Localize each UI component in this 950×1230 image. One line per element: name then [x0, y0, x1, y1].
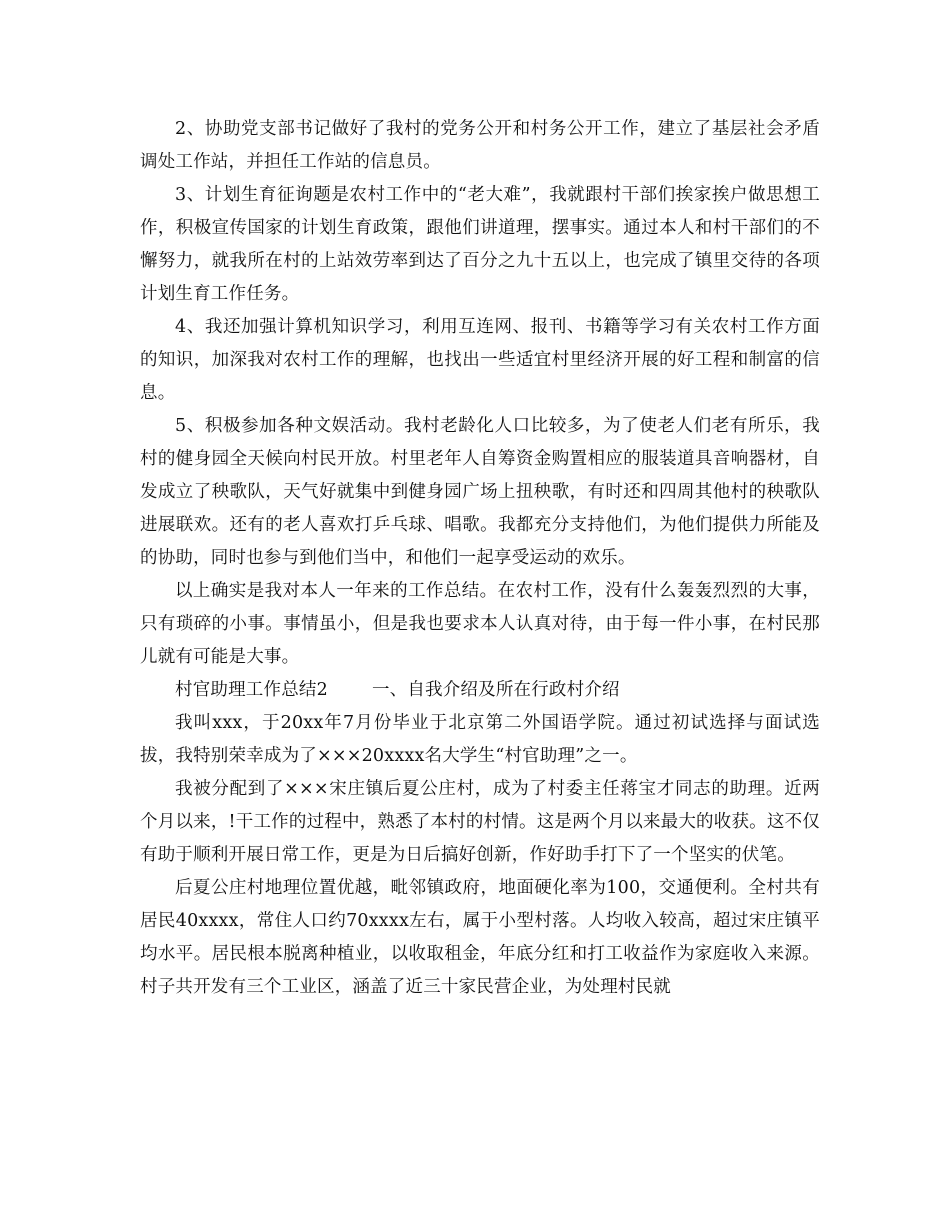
paragraph-item-5: 5、积极参加各种文娱活动。我村老龄化人口比较多，为了使老人们老有所乐，我村的健身园全天候向村民开放。村里老年人自筹资金购置相应的服装道具音响器材，自发成立了秧歌队，天气好就集中到健身园广场上扭秧歌，有时还和四周其他村的秧歌队进展联欢。还有的老人喜欢打乒乓球、唱歌。我都充分支持他们，为他们提供力所能及的协助，同时也参与到他们当中，和他们一起享受运动的欢乐。: [140, 416, 820, 568]
self-intro-paragraph: 我叫xxx，于20xx年7月份毕业于北京第二外国语学院。通过初试选择与面试选拔，我特别荣幸成为了×××20xxxx名大学生“村官助理”之一。: [140, 713, 820, 766]
assignment-paragraph: 我被分配到了×××宋庄镇后夏公庄村，成为了村委主任蒋宝才同志的助理。近两个月以来，!干工作的过程中，熟悉了本村的村情。这是两个月以来最大的收获。这不仅有助于顺利开展日常工作，更是为日后搞好创新，作好助手打下了一个坚实的伏笔。: [140, 779, 820, 865]
section-title: 村官助理工作总结2: [175, 680, 328, 700]
paragraph-item-3: 3、计划生育征询题是农村工作中的“老大难”，我就跟村干部们挨家挨户做思想工作，积极宣传国家的计划生育政策，跟他们讲道理，摆事实。通过本人和村干部们的不懈努力，就我所在村的上站效劳率到达了百分之九十五以上，也完成了镇里交待的各项计划生育工作任务。: [140, 185, 820, 304]
section-heading: [140, 674, 820, 707]
summary-paragraph: 以上确实是我对本人一年来的工作总结。在农村工作，没有什么轰轰烈烈的大事，只有琐碎的小事。事情虽小，但是我也要求本人认真对待，由于每一件小事，在村民那儿就有可能是大事。: [140, 581, 820, 667]
paragraph-item-4: 4、我还加强计算机知识学习，利用互连网、报刊、书籍等学习有关农村工作方面的知识，加深我对农村工作的理解，也找出一些适宜村里经济开展的好工程和制富的信息。: [140, 317, 820, 403]
paragraph-item-2: 2、协助党支部书记做好了我村的党务公开和村务公开工作，建立了基层社会矛盾调处工作站，并担任工作站的信息员。: [140, 119, 820, 172]
village-intro-paragraph: 后夏公庄村地理位置优越，毗邻镇政府，地面硬化率为100，交通便利。全村共有居民40xxxx，常住人口约70xxxx左右，属于小型村落。人均收入较高，超过宋庄镇平均水平。居民根本脱离种植业，以收取租金，年底分红和打工收益作为家庭收入来源。村子共开发有三个工业区，涵盖了近三十家民营企业，为处理村民就: [140, 878, 820, 997]
document-body: [140, 113, 820, 1004]
section-subtitle: 一、自我介绍及所在行政村介绍: [371, 680, 620, 700]
